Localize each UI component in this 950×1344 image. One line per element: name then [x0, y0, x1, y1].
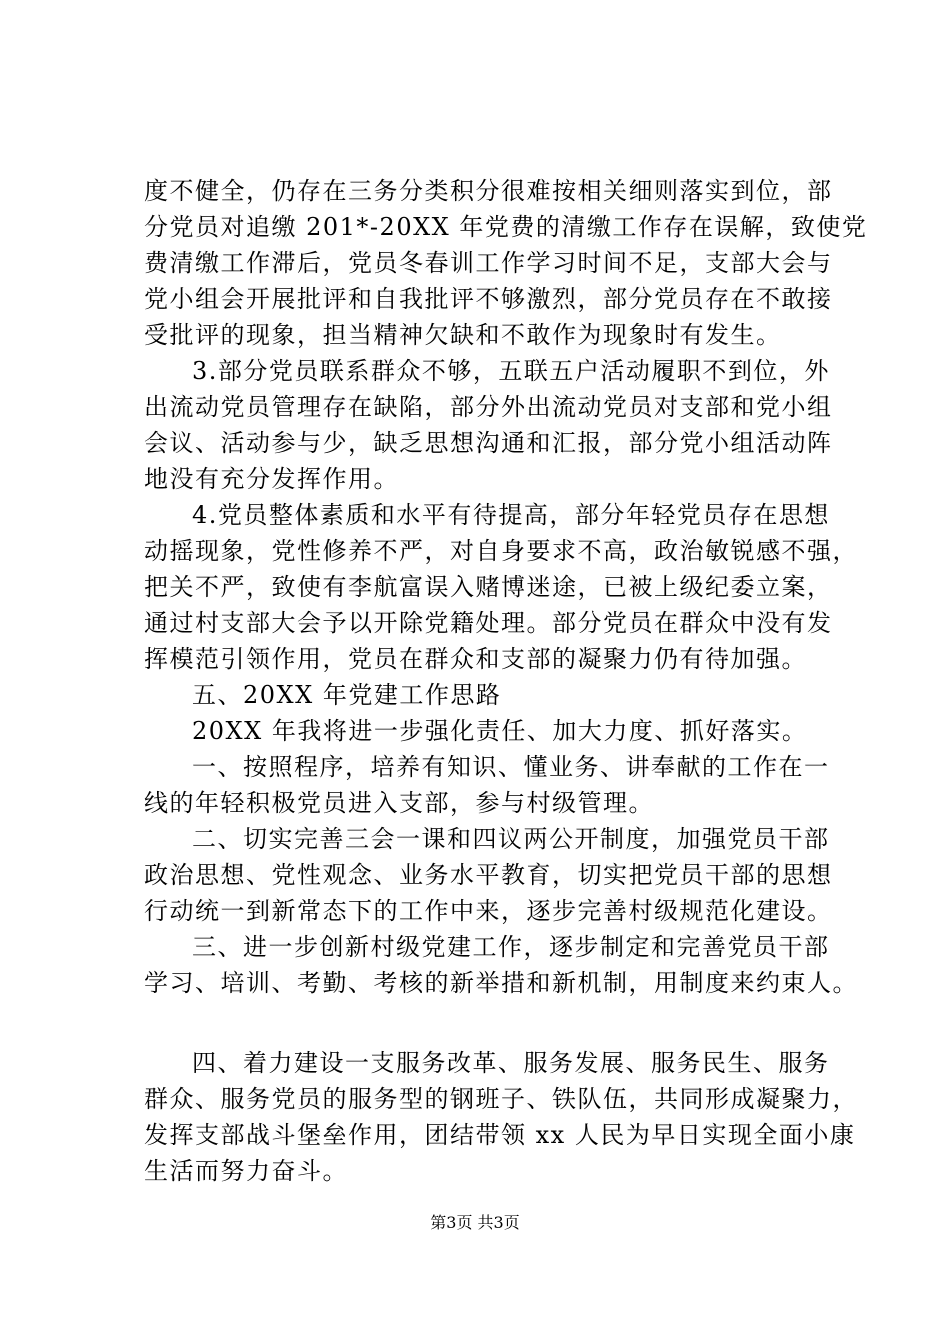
text-line: 费清缴工作滞后，党员冬春训工作学习时间不足，支部大会与	[144, 249, 833, 277]
text-line: 20XX 年我将进一步强化责任、加大力度、抓好落实。	[192, 717, 808, 745]
text-line: 3.部分党员联系群众不够，五联五户活动履职不到位，外	[192, 357, 830, 385]
paragraph-discipline-issues	[144, 173, 868, 353]
paragraph-point-one	[144, 749, 844, 821]
text-line: 线的年轻积极党员进入支部，参与村级管理。	[144, 789, 654, 817]
paragraph-intro	[144, 713, 844, 749]
text-line: 政治思想、党性观念、业务水平教育，切实把党员干部的思想	[144, 861, 833, 889]
text-line: 群众、服务党员的服务型的钢班子、铁队伍，共同形成凝聚力，	[144, 1085, 858, 1113]
text-line: 挥模范引领作用，党员在群众和支部的凝聚力仍有待加强。	[144, 645, 807, 673]
text-line: 党小组会开展批评和自我批评不够激烈，部分党员存在不敢接	[144, 285, 833, 313]
text-line: 把关不严，致使有李航富误入赌博迷途，已被上级纪委立案，	[144, 573, 833, 601]
text-line: 学习、培训、考勤、考核的新举措和新机制，用制度来约束人。	[144, 969, 858, 997]
text-line: 地没有充分发挥作用。	[144, 465, 399, 493]
paragraph-point-two	[144, 821, 844, 929]
text-line: 通过村支部大会予以开除党籍处理。部分党员在群众中没有发	[144, 609, 833, 637]
paragraph-spacer	[144, 1001, 844, 1045]
text-line: 三、进一步创新村级党建工作，逐步制定和完善党员干部	[192, 933, 830, 961]
text-line: 一、按照程序，培养有知识、懂业务、讲奉献的工作在一	[192, 753, 830, 781]
paragraph-point-three	[144, 929, 858, 1001]
text-line: 二、切实完善三会一课和四议两公开制度，加强党员干部	[192, 825, 830, 853]
paragraph-item-3	[144, 353, 844, 497]
text-line: 4.党员整体素质和水平有待提高，部分年轻党员存在思想	[192, 501, 830, 529]
document-body	[144, 173, 868, 1189]
text-line: 生活而努力奋斗。	[144, 1157, 348, 1185]
text-line: 发挥支部战斗堡垒作用，团结带领 xx 人民为早日实现全面小康	[144, 1121, 856, 1149]
paragraph-point-four	[144, 1045, 858, 1189]
text-line: 度不健全，仍存在三务分类积分很难按相关细则落实到位，部	[144, 177, 833, 205]
section-heading-five	[144, 677, 844, 713]
text-line: 分党员对追缴 201*-20XX 年党费的清缴工作存在误解，致使党	[144, 213, 868, 241]
text-line: 出流动党员管理存在缺陷，部分外出流动党员对支部和党小组	[144, 393, 833, 421]
text-line: 会议、活动参与少，缺乏思想沟通和汇报，部分党小组活动阵	[144, 429, 833, 457]
section-heading: 五、20XX 年党建工作思路	[192, 681, 502, 709]
paragraph-item-4	[144, 497, 858, 677]
text-line: 四、着力建设一支服务改革、服务发展、服务民生、服务	[192, 1049, 830, 1077]
page-number-footer: 第3页 共3页	[430, 1213, 520, 1232]
text-line: 动摇现象，党性修养不严，对自身要求不高，政治敏锐感不强，	[144, 537, 858, 565]
text-line: 受批评的现象，担当精神欠缺和不敢作为现象时有发生。	[144, 321, 782, 349]
text-line: 行动统一到新常态下的工作中来，逐步完善村级规范化建设。	[144, 897, 833, 925]
